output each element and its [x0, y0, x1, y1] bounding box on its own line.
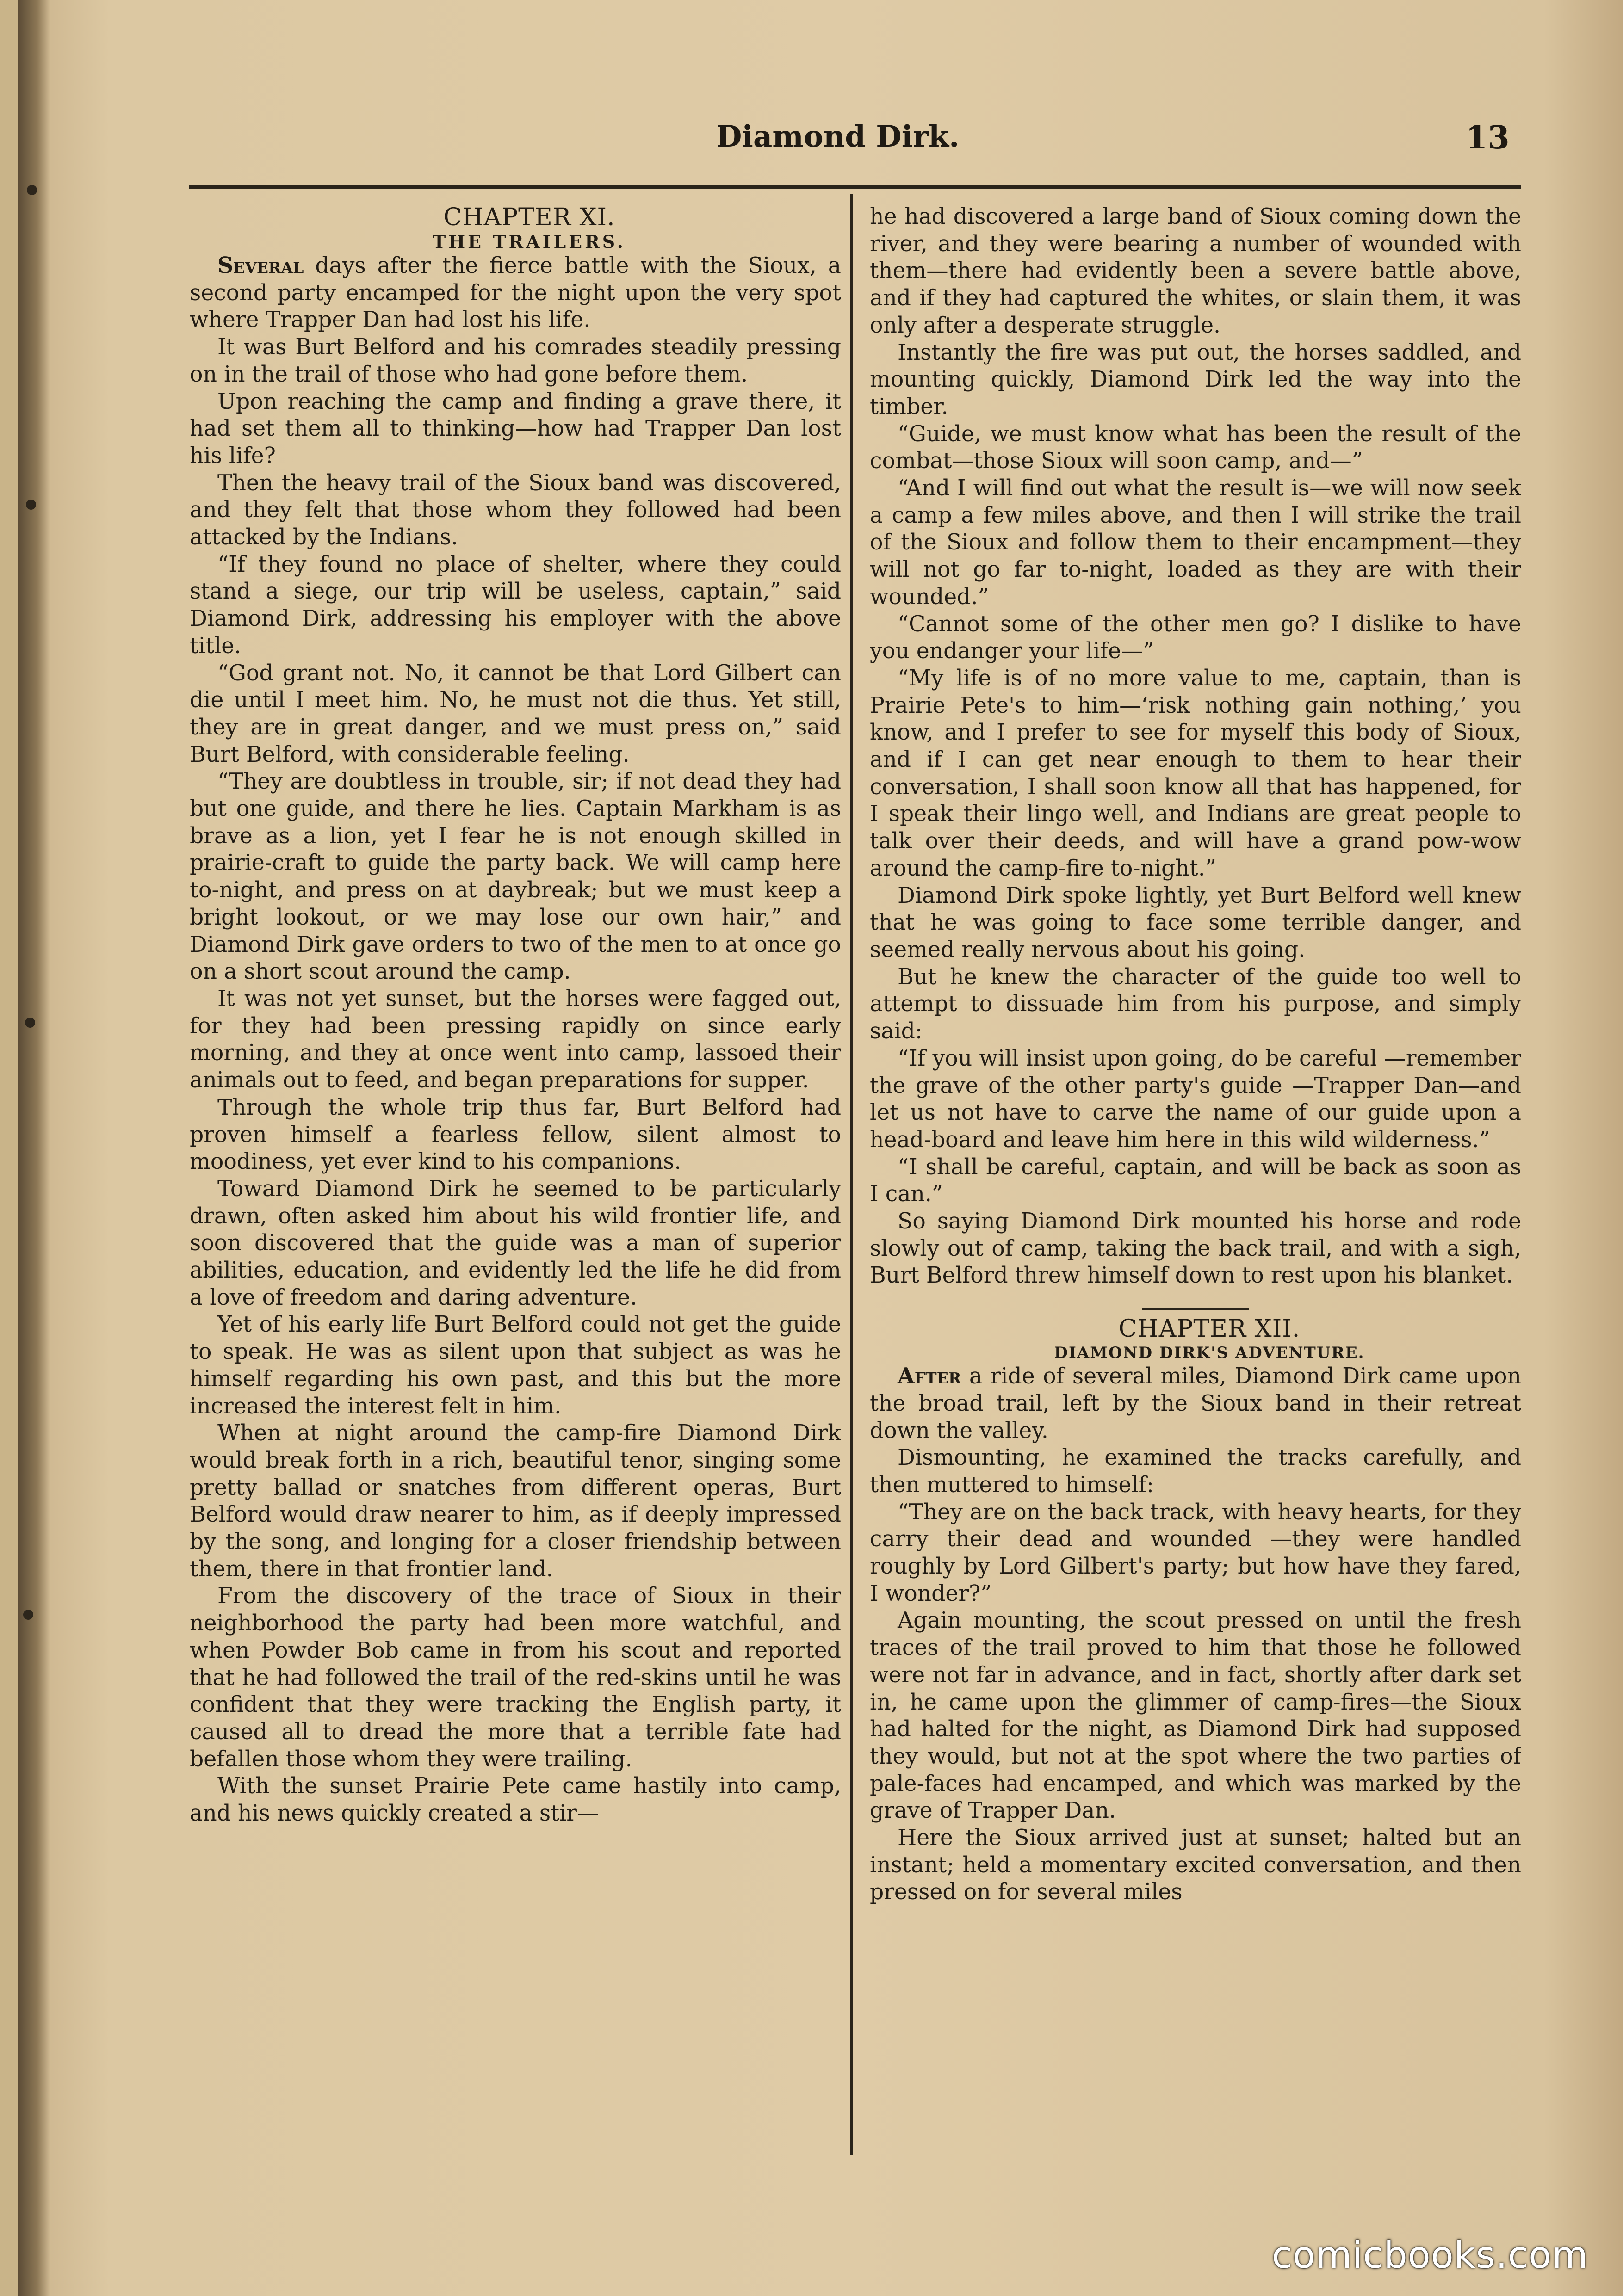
paragraph: “My life is of no more value to me, captain, than is Prairie Pete's to him—‘risk nothing gain nothing,’ you know, and I prefer to see for myself this body of Sioux, and if I can get near enough to them to hear their conversation, I shall soon know all that has happened, for I speak their lingo well, and Indians are great people to talk over their deeds, and will have a grand pow-wow around the camp-fire to-night.” — [870, 665, 1521, 881]
drop-word: Several — [217, 253, 304, 278]
chapter-subtitle: THE TRAILERS. — [432, 231, 626, 252]
binding-hole — [23, 1610, 33, 1620]
book-page — [18, 0, 1623, 2296]
paragraph-text: a ride of several miles, Diamond Dirk came upon the broad trail, left by the Sioux band in their retreat down the valley. — [870, 1364, 1521, 1444]
chapter-divider-rule — [1142, 1308, 1249, 1310]
paragraph: With the sunset Prairie Pete came hastily into camp, and his news quickly created a stir— — [190, 1773, 841, 1827]
paragraph: Then the heavy trail of the Sioux band was discovered, and they felt that those whom they followed had been attacked by the Indians. — [190, 470, 841, 550]
chapter-title: CHAPTER XI. — [443, 204, 615, 231]
paragraph: “God grant not. No, it cannot be that Lord Gilbert can die until I meet him. No, he must not die thus. Yet still, they are in great danger, and we must press on,” said Burt Belford, with considerable feeling. — [190, 660, 841, 767]
site-watermark: comicbooks.com — [1271, 2234, 1588, 2277]
paragraph: “If they found no place of shelter, where they could stand a siege, our trip will be useless, captain,” said Diamond Dirk, addressing his employer with the above title. — [190, 551, 841, 659]
paragraph: “If you will insist upon going, do be careful —remember the grave of the other party's guide —Trapper Dan—and let us not have to carve the name of our guide upon a head-board and leave him here in this wild wilderness.” — [870, 1045, 1521, 1153]
binding-hole — [26, 500, 36, 510]
chapter-subtitle: DIAMOND DIRK'S ADVENTURE. — [1054, 1344, 1365, 1363]
paragraph: From the discovery of the trace of Sioux in their neighborhood the party had been more watchful, and when Powder Bob came in from his scout and reported that he had followed the trail of the red-skins until he was confident that they were tracking the English party, it caused all to dread the more that a terrible fate had befallen those whom they were trailing. — [190, 1583, 841, 1772]
paragraph — [870, 1363, 1521, 1444]
paragraph: When at night around the camp-fire Diamond Dirk would break forth in a rich, beautiful tenor, singing some pretty ballad or snatches from different operas, Burt Belford would draw nearer to him, as if deeply impressed by the song, and longing for a closer friendship between them, there in that frontier land. — [190, 1420, 841, 1582]
paragraph: It was Burt Belford and his comrades steadily pressing on in the trail of those who had gone before them. — [190, 334, 841, 387]
paragraph: Dismounting, he examined the tracks carefully, and then muttered to himself: — [870, 1445, 1521, 1498]
paragraph: Diamond Dirk spoke lightly, yet Burt Belford well knew that he was going to face some terrible danger, and seemed really nervous about his going. — [870, 883, 1521, 963]
column-divider — [850, 194, 853, 2155]
paragraph: “They are on the back track, with heavy hearts, for they carry their dead and wounded —they were handled roughly by Lord Gilbert's party; but how have they fared, I wonder?” — [870, 1499, 1521, 1606]
binding-hole — [25, 1018, 35, 1028]
paragraph: “Guide, we must know what has been the result of the combat—those Sioux will soon camp, and—” — [870, 421, 1521, 474]
paragraph: But he knew the character of the guide too well to attempt to dissuade him from his purpose, and simply said: — [870, 964, 1521, 1044]
paragraph: Yet of his early life Burt Belford could not get the guide to speak. He was as silent upon that subject as was he himself regarding his own past, and this but the more increased the interest felt in him. — [190, 1312, 841, 1419]
paragraph — [190, 253, 841, 334]
paragraph: he had discovered a large band of Sioux coming down the river, and they were bearing a number of wounded with them—there had evidently been a severe battle above, and if they had captured the whites, or slain them, it was only after a desperate struggle. — [870, 204, 1521, 338]
paragraph: Toward Diamond Dirk he seemed to be particularly drawn, often asked him about his wild frontier life, and soon discovered that the guide was a man of superior abilities, education, and evidently led the life he did from a love of freedom and daring adventure. — [190, 1176, 841, 1310]
paragraph: Through the whole trip thus far, Burt Belford had proven himself a fearless fellow, silent almost to moodiness, yet ever kind to his companions. — [190, 1094, 841, 1175]
paragraph: “And I will find out what the result is—we will now seek a camp a few miles above, and then I will strike the trail of the Sioux and follow them to their encampment—they will not go far to-night, loaded as they are with their wounded.” — [870, 475, 1521, 610]
paragraph: Here the Sioux arrived just at sunset; halted but an instant; held a momentary excited conversation, and then pressed on for several miles — [870, 1825, 1521, 1905]
binding-edge — [18, 0, 50, 2296]
drop-word: After — [898, 1364, 961, 1389]
paragraph: So saying Diamond Dirk mounted his horse and rode slowly out of camp, taking the back trail, and with a sigh, Burt Belford threw himself down to rest upon his blanket. — [870, 1209, 1521, 1289]
paragraph-text: days after the fierce battle with the Sioux, a second party encamped for the night upon the very spot where Trapper Dan had lost his life. — [190, 253, 841, 333]
paragraph: Upon reaching the camp and finding a grave there, it had set them all to thinking—how had Trapper Dan lost his life? — [190, 389, 841, 469]
left-column — [190, 204, 841, 2155]
page-number: 13 — [1466, 119, 1510, 156]
binding-hole — [27, 185, 37, 195]
paragraph: “Cannot some of the other men go? I dislike to have you endanger your life—” — [870, 611, 1521, 664]
paragraph: “I shall be careful, captain, and will be back as soon as I can.” — [870, 1154, 1521, 1207]
chapter-title: CHAPTER XII. — [1118, 1315, 1301, 1343]
paragraph: Again mounting, the scout pressed on until the fresh traces of the trail proved to him that those he followed were not far in advance, and in fact, shortly after dark set in, he came upon the glimmer of camp-fires—the Sioux had halted for the night, as Diamond Dirk had supposed they would, but not at the spot where the two parties of pale-faces had encamped, and which was marked by the grave of Trapper Dan. — [870, 1608, 1521, 1824]
header-rule — [189, 185, 1521, 189]
running-title: Diamond Dirk. — [716, 119, 960, 154]
paragraph: Instantly the fire was put out, the horses saddled, and mounting quickly, Diamond Dirk led the way into the timber. — [870, 339, 1521, 420]
paragraph: It was not yet sunset, but the horses were fagged out, for they had been pressing rapidly on since early morning, and they at once went into camp, lassoed their animals out to feed, and began preparations for supper. — [190, 986, 841, 1093]
right-column — [870, 204, 1521, 2155]
paragraph: “They are doubtless in trouble, sir; if not dead they had but one guide, and there he lies. Captain Markham is as brave as a lion, yet I fear he is not enough skilled in prairie-craft to guide the party back. We will camp here to-night, and press on at daybreak; but we must keep a bright lookout, or we may lose our own hair,” and Diamond Dirk gave orders to two of the men to at once go on a short scout around the camp. — [190, 769, 841, 985]
